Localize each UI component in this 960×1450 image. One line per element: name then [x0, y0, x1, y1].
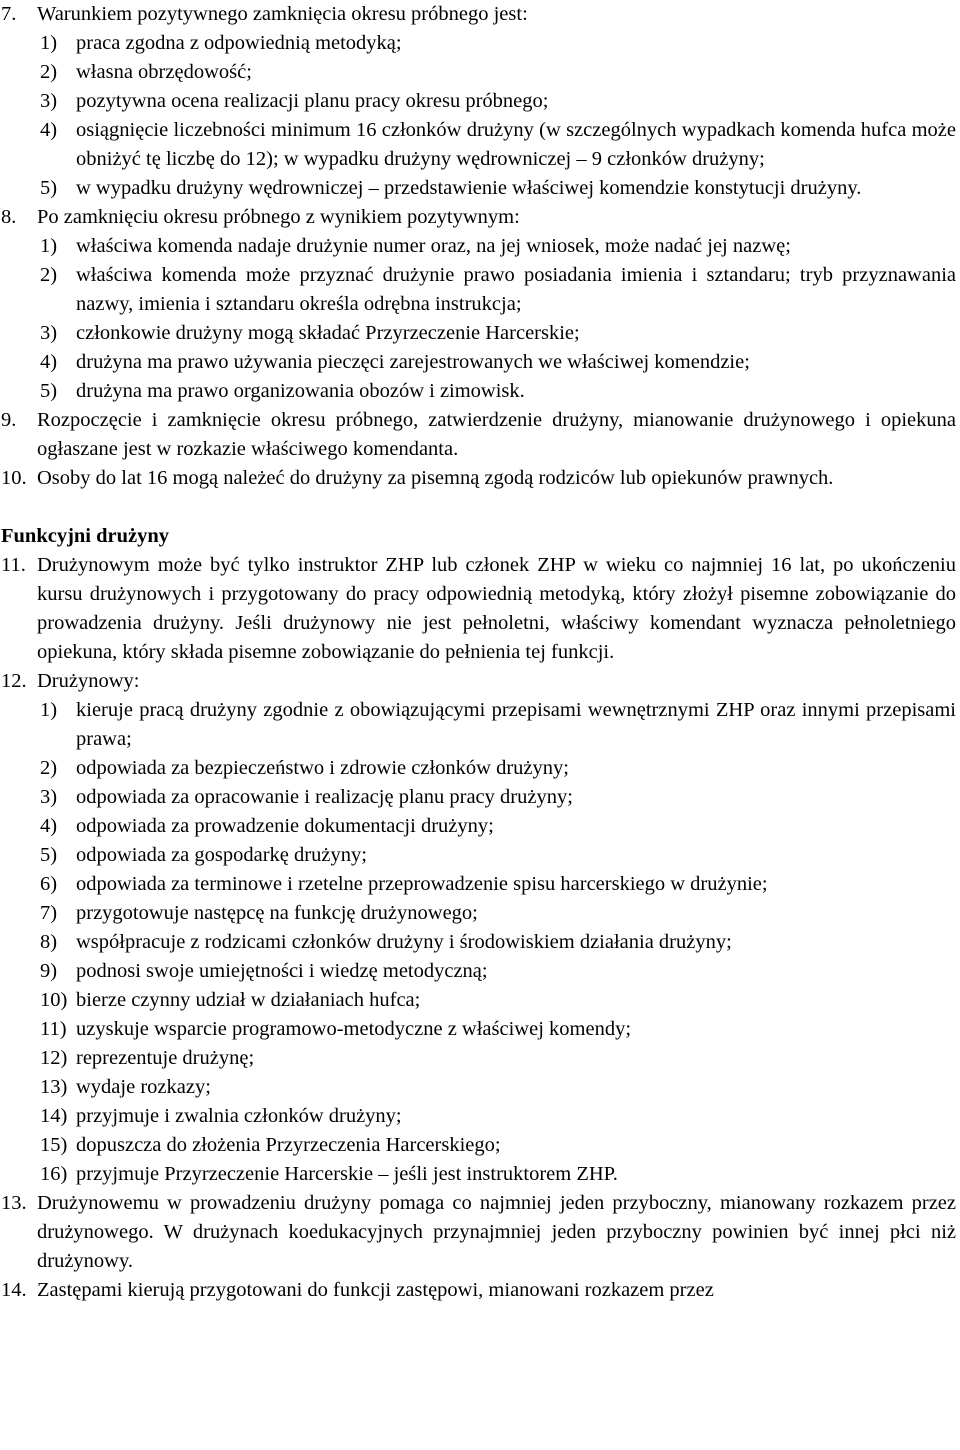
sub-item-number: 10) — [40, 989, 68, 1011]
sub-item — [1, 1073, 956, 1102]
sub-item-text: reprezentuje drużynę; — [76, 1047, 255, 1069]
sub-item-text: współpracuje z rodzicami członków drużyny i środowiskiem działania drużyny; — [76, 931, 732, 953]
sub-item-number: 3) — [40, 322, 58, 344]
sub-item — [1, 29, 956, 58]
sub-item-number: 16) — [40, 1163, 68, 1185]
list-item-7 — [1, 0, 956, 29]
sub-item-number: 1) — [40, 235, 58, 257]
sub-item — [1, 232, 956, 261]
sub-item — [1, 957, 956, 986]
sub-item-text: w wypadku drużyny wędrowniczej – przedstawienie właściwej komendzie konstytucji drużyny. — [76, 177, 862, 199]
sub-item — [1, 870, 956, 899]
sub-item-number: 1) — [40, 32, 58, 54]
sub-item — [1, 1131, 956, 1160]
sub-item — [1, 812, 956, 841]
item-number: 8. — [1, 206, 17, 228]
sub-item-text: praca zgodna z odpowiednią metodyką; — [76, 32, 402, 54]
list-item-12 — [1, 667, 956, 696]
sub-item-text: podnosi swoje umiejętności i wiedzę metodyczną; — [76, 960, 488, 982]
sub-item-number: 6) — [40, 873, 58, 895]
list-item-14 — [1, 1276, 956, 1305]
sub-item-number: 5) — [40, 380, 58, 402]
sub-item — [1, 1160, 956, 1189]
sub-item-number: 7) — [40, 902, 58, 924]
sub-item — [1, 87, 956, 116]
sub-item-text: członkowie drużyny mogą składać Przyrzeczenie Harcerskie; — [76, 322, 580, 344]
sub-item-text: własna obrzędowość; — [76, 61, 252, 83]
sub-item-number: 13) — [40, 1076, 68, 1098]
sub-item-text: odpowiada za opracowanie i realizację planu pracy drużyny; — [76, 786, 573, 808]
item-number: 11. — [1, 554, 26, 576]
sub-item-number: 15) — [40, 1134, 68, 1156]
sub-item-number: 4) — [40, 119, 58, 141]
item-text: Drużynowemu w prowadzeniu drużyny pomaga co najmniej jeden przyboczny, mianowany rozkazem przez drużynowego. W drużynach koedukacyjnych przynajmniej jeden przyboczny powinien być innej płci niż drużynowy. — [37, 1192, 956, 1272]
sub-item — [1, 1044, 956, 1073]
item-text: Drużynowym może być tylko instruktor ZHP lub członek ZHP w wieku co najmniej 16 lat, po ukończeniu kursu drużynowych i przygotowany do pracy odpowiednią metodyką, który złożył pisemne zobowiązanie do prowadzenia drużyny. Jeśli drużynowy nie jest pełnoletni, właściwy komendant wyznacza pełnoletniego opiekuna, który składa pisemne zobowiązanie do pełnienia tej funkcji. — [37, 554, 956, 663]
sub-item-number: 8) — [40, 931, 58, 953]
sub-item — [1, 899, 956, 928]
sub-item-text: bierze czynny udział w działaniach hufca; — [76, 989, 421, 1011]
sub-item — [1, 319, 956, 348]
sub-item-number: 11) — [40, 1018, 67, 1040]
sub-item-text: wydaje rozkazy; — [76, 1076, 211, 1098]
sub-item-number: 12) — [40, 1047, 68, 1069]
sub-item-text: odpowiada za bezpieczeństwo i zdrowie członków drużyny; — [76, 757, 569, 779]
sub-item-text: odpowiada za gospodarkę drużyny; — [76, 844, 367, 866]
sub-item-text: właściwa komenda nadaje drużynie numer oraz, na jej wniosek, może nadać jej nazwę; — [76, 235, 791, 257]
sub-item — [1, 58, 956, 87]
sub-item-number: 5) — [40, 177, 58, 199]
sub-item-text: dopuszcza do złożenia Przyrzeczenia Harcerskiego; — [76, 1134, 501, 1156]
sub-item — [1, 348, 956, 377]
sub-item — [1, 696, 956, 754]
sub-item-text: odpowiada za prowadzenie dokumentacji drużyny; — [76, 815, 494, 837]
sub-item-number: 5) — [40, 844, 58, 866]
sub-item — [1, 1015, 956, 1044]
sub-item-number: 1) — [40, 699, 58, 721]
item-text: Drużynowy: — [37, 670, 140, 692]
sub-item — [1, 174, 956, 203]
sub-item-text: uzyskuje wsparcie programowo-metodyczne z właściwej komendy; — [76, 1018, 632, 1040]
list-item-13 — [1, 1189, 956, 1276]
sub-item — [1, 754, 956, 783]
sub-item-text: przyjmuje Przyrzeczenie Harcerskie – jeśli jest instruktorem ZHP. — [76, 1163, 618, 1185]
sub-item-number: 2) — [40, 757, 58, 779]
list-item-11 — [1, 551, 956, 667]
sub-item-number: 3) — [40, 786, 58, 808]
sub-item-text: odpowiada za terminowe i rzetelne przeprowadzenie spisu harcerskiego w drużynie; — [76, 873, 768, 895]
sub-item-number: 4) — [40, 351, 58, 373]
sub-item-text: przyjmuje i zwalnia członków drużyny; — [76, 1105, 402, 1127]
list-item-9 — [1, 406, 956, 464]
sub-item-text: drużyna ma prawo organizowania obozów i zimowisk. — [76, 380, 525, 402]
sub-item — [1, 116, 956, 174]
sub-item-text: właściwa komenda może przyznać drużynie prawo posiadania imienia i sztandaru; tryb przyznawania nazwy, imienia i sztandaru określa odrębna instrukcja; — [76, 264, 956, 315]
item-text: Po zamknięciu okresu próbnego z wynikiem pozytywnym: — [37, 206, 520, 228]
item-number: 10. — [1, 467, 27, 489]
sub-item-text: drużyna ma prawo używania pieczęci zarejestrowanych we właściwej komendzie; — [76, 351, 750, 373]
sub-item-number: 2) — [40, 61, 58, 83]
sub-item — [1, 986, 956, 1015]
item-number: 12. — [1, 670, 27, 692]
item-number: 13. — [1, 1192, 27, 1214]
item-text: Zastępami kierują przygotowani do funkcji zastępowi, mianowani rozkazem przez — [37, 1279, 714, 1301]
item-text: Warunkiem pozytywnego zamknięcia okresu próbnego jest: — [37, 3, 528, 25]
item-number: 9. — [1, 409, 17, 431]
sub-item-text: kieruje pracą drużyny zgodnie z obowiązującymi przepisami wewnętrznymi ZHP oraz innymi przepisami prawa; — [76, 699, 956, 750]
sub-item-text: pozytywna ocena realizacji planu pracy okresu próbnego; — [76, 90, 549, 112]
sub-item-number: 2) — [40, 264, 58, 286]
list-item-10 — [1, 464, 956, 493]
item-number: 14. — [1, 1279, 27, 1301]
item-text: Osoby do lat 16 mogą należeć do drużyny za pisemną zgodą rodziców lub opiekunów prawnych. — [37, 467, 834, 489]
sub-item-number: 3) — [40, 90, 58, 112]
sub-item-number: 14) — [40, 1105, 68, 1127]
sub-item-text: przygotowuje następcę na funkcję drużynowego; — [76, 902, 478, 924]
sub-item-number: 4) — [40, 815, 58, 837]
sub-item-text: osiągnięcie liczebności minimum 16 członków drużyny (w szczególnych wypadkach komenda hufca może obniżyć tę liczbę do 12); w wypadku drużyny wędrowniczej – 9 członków drużyny; — [76, 119, 956, 170]
sub-item — [1, 841, 956, 870]
section-heading: Funkcyjni drużyny — [1, 525, 170, 547]
sub-item-number: 9) — [40, 960, 58, 982]
sub-item — [1, 261, 956, 319]
item-text: Rozpoczęcie i zamknięcie okresu próbnego, zatwierdzenie drużyny, mianowanie drużynowego i opiekuna ogłaszane jest w rozkazie właściwego komendanta. — [37, 409, 956, 460]
sub-item — [1, 377, 956, 406]
item-number: 7. — [1, 3, 17, 25]
sub-item — [1, 1102, 956, 1131]
sub-item — [1, 928, 956, 957]
list-item-8 — [1, 203, 956, 232]
sub-item — [1, 783, 956, 812]
